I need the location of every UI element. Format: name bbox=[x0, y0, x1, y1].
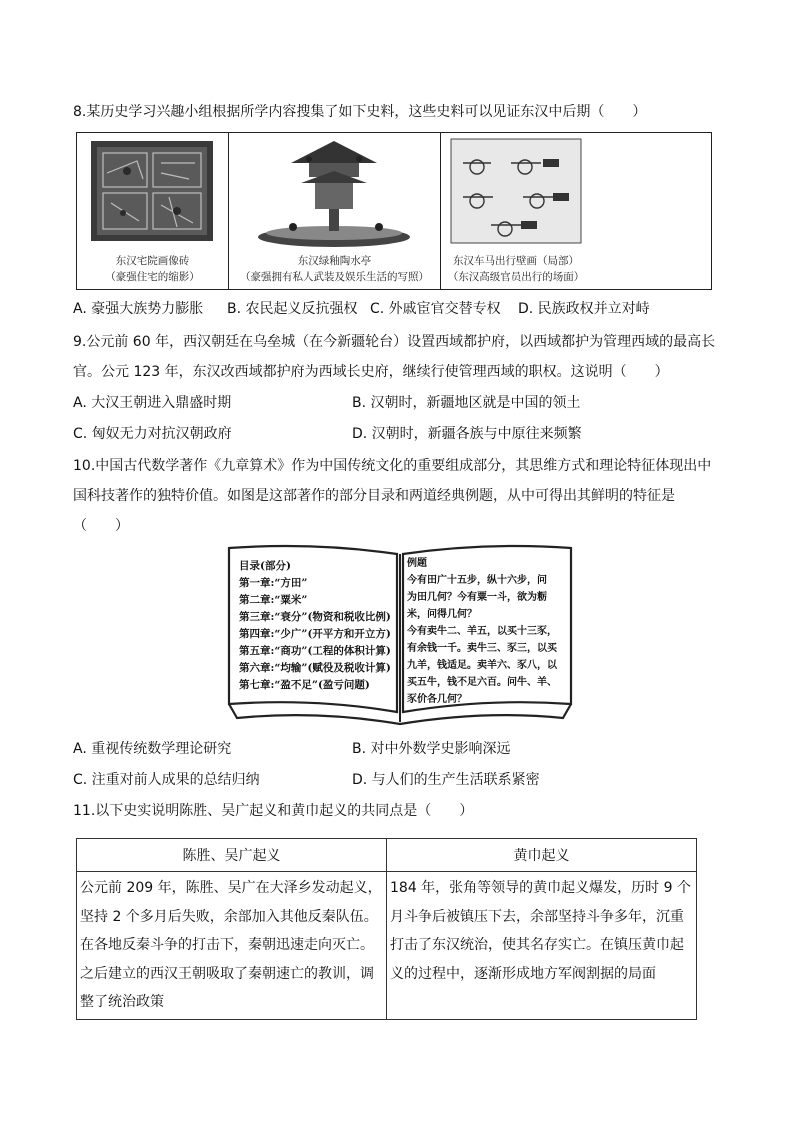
book-toc-line: 第七章:“盈不足”(盈亏问题) bbox=[239, 679, 370, 691]
book-toc-line: 第六章:“均输”(赋役及税收计算) bbox=[239, 662, 391, 674]
q8-image-1 bbox=[77, 133, 229, 289]
carriage-mural-picture bbox=[441, 133, 709, 253]
book-example-line: 有余钱一千。卖牛三、豕三，以买 bbox=[407, 643, 557, 654]
book-example-line: 买五牛，钱不足六百。问牛、羊、 bbox=[407, 677, 557, 688]
q10-option-c[interactable]: C. 注重对前人成果的总结归纳 bbox=[73, 772, 260, 788]
table-cell-yellow-turban: 184 年，张角等领导的黄巾起义爆发，历时 9 个月斗争后被镇压下去，余部坚持斗争多年，沉重打击了东汉统治，使其名存实亡。在镇压黄巾起义的过程中，逐渐形成地方军阀割据的局面 bbox=[387, 872, 697, 1020]
q10-stem: 10.中国古代数学著作《九章算术》作为中国传统文化的重要组成部分，其思维方式和理论特征体现出中国科技著作的独特价值。如图是这部著作的部分目录和两道经典例题，从中可得出其鲜明的特征是（ ） bbox=[73, 458, 712, 534]
q8-option-a[interactable]: A. 豪强大族势力膨胀 bbox=[73, 301, 204, 317]
q11-comparison-table bbox=[76, 838, 697, 1020]
q10-option-a[interactable]: A. 重视传统数学理论研究 bbox=[73, 741, 232, 757]
book-toc-line: 第三章:“衰分”(物资和税收比例) bbox=[239, 611, 391, 623]
q8-image-2 bbox=[229, 133, 441, 289]
q8-option-c[interactable]: C. 外戚宦官交替专权 bbox=[370, 301, 501, 317]
table-header-chen-wu: 陈胜、吴广起义 bbox=[77, 839, 387, 872]
book-example-line: 米，问得几何？ bbox=[407, 609, 477, 620]
q9-option-b[interactable]: B. 汉朝时，新疆地区就是中国的领土 bbox=[352, 395, 581, 411]
q11-stem: 11.以下史实说明陈胜、吴广起义和黄巾起义的共同点是（ ） bbox=[73, 803, 474, 819]
book-toc-heading: 目录(部分) bbox=[239, 560, 291, 572]
q10-option-b[interactable]: B. 对中外数学史影响深远 bbox=[352, 741, 511, 757]
q8-caption-2-note: （豪强拥有私人武装及娱乐生活的写照） bbox=[240, 271, 429, 283]
book-toc-line: 第一章:“方田” bbox=[239, 577, 308, 589]
pottery-pavilion-picture bbox=[229, 133, 439, 253]
book-toc-line: 第四章:“少广”(开平方和开立方) bbox=[239, 628, 391, 640]
q9-stem: 9.公元前 60 年，西汉朝廷在乌垒城（在今新疆轮台）设置西域都护府，以西域都护为管理西域的最高长官。公元 123 年，东汉改西域都护府为西域长史府，继续行使管理西域的职权。这说明（ ） bbox=[73, 334, 716, 380]
q8-caption-1-title: 东汉宅院画像砖 bbox=[115, 255, 190, 267]
q8-image-strip bbox=[76, 132, 712, 290]
q8-stem: 8.某历史学习兴趣小组根据所学内容搜集了如下史料，这些史料可以见证东汉中后期（ ） bbox=[73, 104, 647, 120]
q10-book-illustration bbox=[225, 542, 575, 730]
q8-caption-3-note: （东汉高级官员出行的场面） bbox=[447, 271, 585, 283]
book-example-line: 为田几何？今有粟一斗，欲为粝 bbox=[407, 592, 547, 603]
book-toc-line: 第二章:“粟米” bbox=[239, 594, 308, 606]
q8-option-d[interactable]: D. 民族政权并立对峙 bbox=[518, 301, 650, 317]
q8-caption-1-note: （豪强住宅的缩影） bbox=[105, 271, 200, 283]
q10-option-d[interactable]: D. 与人们的生产生活联系紧密 bbox=[352, 772, 540, 788]
book-example-line: 今有田广十五步，纵十六步，问 bbox=[407, 575, 547, 586]
book-example-heading: 例题 bbox=[407, 558, 427, 569]
q8-caption-2-title: 东汉绿釉陶水亭 bbox=[297, 255, 372, 267]
q9-option-a[interactable]: A. 大汉王朝进入鼎盛时期 bbox=[73, 395, 232, 411]
brick-relief-picture bbox=[77, 133, 227, 253]
q8-image-3 bbox=[441, 133, 711, 289]
table-header-yellow-turban: 黄巾起义 bbox=[387, 839, 697, 872]
book-example-line: 九羊，钱适足。卖羊六、豕八，以 bbox=[407, 660, 557, 671]
q8-caption-3-title: 东汉车马出行壁画（局部） bbox=[453, 255, 579, 267]
q8-option-b[interactable]: B. 农民起义反抗强权 bbox=[227, 301, 358, 317]
book-example-line: 今有卖牛二、羊五，以买十三豕， bbox=[407, 626, 557, 637]
q9-option-d[interactable]: D. 汉朝时，新疆各族与中原往来频繁 bbox=[352, 426, 582, 442]
book-example-line: 豕价各几何？ bbox=[407, 694, 467, 705]
q9-option-c[interactable]: C. 匈奴无力对抗汉朝政府 bbox=[73, 426, 232, 442]
book-toc-line: 第五章:“商功”(工程的体积计算) bbox=[239, 645, 391, 657]
table-cell-chen-wu: 公元前 209 年，陈胜、吴广在大泽乡发动起义，坚持 2 个多月后失败，余部加入其他反秦队伍。在各地反秦斗争的打击下，秦朝迅速走向灭亡。之后建立的西汉王朝吸取了秦朝速亡的教训，调整了统治政策 bbox=[77, 872, 387, 1020]
